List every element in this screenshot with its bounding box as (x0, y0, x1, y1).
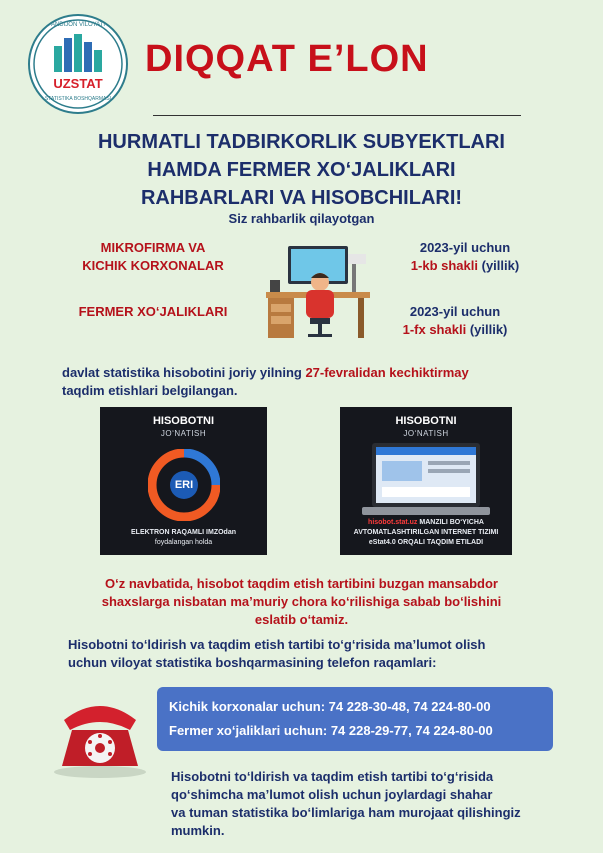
deadline-text (62, 364, 562, 382)
title-divider (153, 115, 521, 116)
estat-url: hisobot.stat.uz (368, 519, 418, 526)
logo-bottom-text: STATISTIKA BOSHQARMASI (44, 96, 112, 102)
panel-eri-subtitle: JO‘NATISH (160, 429, 207, 438)
panel-eri-foot2: foydalangan holda (154, 539, 213, 546)
office-worker-illustration (258, 232, 378, 342)
panel-estat-foot1-text: MANZILI BO‘YICHA (419, 519, 484, 526)
panel-eri (100, 407, 267, 555)
entity-small-form-name: 1-kb shakli (410, 258, 478, 273)
footer-line2: qo‘shimcha ma’lumot olish uchun joylardagi shahar (171, 787, 493, 802)
warning-line2: shaxslarga nisbatan ma’muriy chora ko‘rilishiga sabab bo‘lishini (101, 594, 502, 609)
warning-line1: O‘z navbatida, hisobot taqdim etish tartibini buzgan mansabdor (105, 576, 498, 591)
panel-estat-foot3: eStat4.0 ORQALI TAQDIM ETILADI (368, 539, 484, 546)
headline-line3: RAHBARLARI VA HISOBCHILARI! (140, 187, 463, 209)
entity-farm-form-name: 1-fx shakli (402, 322, 467, 337)
phone-farm: Fermer xo‘jaliklari uchun: 74 228-29-77, 74 224-80-00 (169, 723, 493, 738)
footer-line4: mumkin. (171, 823, 225, 838)
warning-line3: eslatib o‘tamiz. (254, 612, 349, 627)
info-line2: uchun viloyat statistika boshqarmasining telefon raqamlari: (68, 655, 437, 670)
logo-top-text: ANDIJON VILOYATI (50, 22, 106, 28)
warning-text (40, 575, 563, 629)
entity-farm-year: 2023-yil uchun (409, 304, 501, 319)
entity-small-period: (yillik) (481, 258, 520, 273)
entity-farm-name: FERMER XO‘JALIKLARI (78, 304, 228, 319)
intro-text: Siz rahbarlik qilayotgan (228, 211, 375, 226)
phone-small-business: Kichik korxonalar uchun: 74 228-30-48, 74 224-80-00 (169, 699, 491, 714)
entity-small-form (385, 239, 545, 275)
entity-small-year: 2023-yil uchun (419, 240, 511, 255)
entity-small-name-line1: MIKROFIRMA VA (100, 240, 206, 255)
laptop-icon (362, 441, 490, 517)
entity-small-name (58, 239, 248, 275)
entity-farm-period: (yillik) (469, 322, 508, 337)
footer-line1: Hisobotni to‘ldirish va taqdim etish tartibi to‘g‘risida (171, 769, 494, 784)
panel-estat-title: HISOBOTNI (395, 415, 457, 427)
panel-estat (340, 407, 512, 555)
headline (20, 128, 583, 212)
eri-badge-text: ERI (174, 479, 194, 491)
deadline-line2: taqdim etishlari belgilangan. (62, 383, 238, 398)
entity-small-name-line2: KICHIK KORXONALAR (82, 258, 224, 273)
uzstat-logo (28, 14, 128, 114)
page-title: DIQQAT E’LON (145, 38, 429, 80)
info-line1: Hisobotni to‘ldirish va taqdim etish tartibi to‘g‘risida ma’lumot olish (68, 637, 486, 652)
headline-line1: HURMATLI TADBIRKORLIK SUBYEKTLARI (97, 131, 505, 153)
phone-numbers-box (157, 687, 553, 751)
telephone-icon (46, 690, 154, 780)
panel-estat-foot2: AVTOMATLASHTIRILGAN INTERNET TIZIMI (353, 529, 499, 536)
panel-eri-foot1: ELEKTRON RAQAMLI IMZOdan (131, 529, 236, 536)
panel-estat-subtitle: JO‘NATISH (403, 429, 449, 438)
deadline-part1: davlat statistika hisobotini joriy yilning (62, 365, 306, 380)
panel-eri-title: HISOBOTNI (152, 415, 215, 427)
headline-line2: HAMDA FERMER XO‘JALIKLARI (147, 159, 456, 181)
entity-farm-form (375, 303, 535, 339)
logo-brand: UZSTAT (53, 76, 103, 91)
panel-estat-foot1 (340, 519, 512, 526)
footer-line3: va tuman statistika bo‘limlariga ham murojaat qilishingiz (171, 805, 521, 820)
deadline-highlight: 27-fevralidan kechiktirmay (305, 365, 469, 380)
footer-text (171, 768, 555, 840)
info-text (68, 636, 588, 672)
